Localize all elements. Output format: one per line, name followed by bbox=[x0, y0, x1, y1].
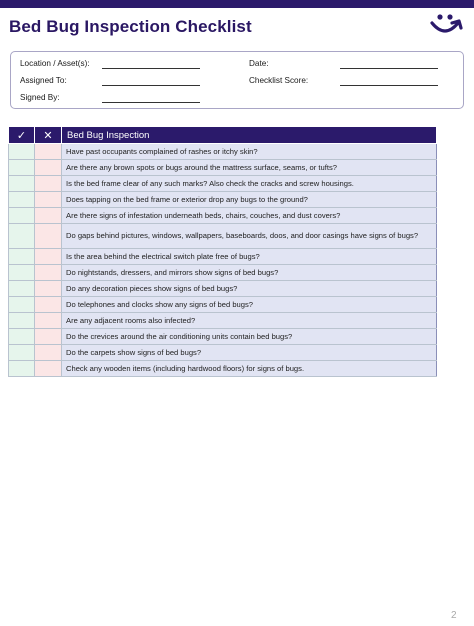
yes-checkbox[interactable] bbox=[9, 329, 35, 345]
checklist-item: Are there signs of infestation underneath beds, chairs, couches, and dust covers? bbox=[62, 208, 437, 224]
yes-checkbox[interactable] bbox=[9, 176, 35, 192]
checklist-item: Do any decoration pieces show signs of bed bugs? bbox=[62, 281, 437, 297]
checklist-item: Do telephones and clocks show any signs of bed bugs? bbox=[62, 297, 437, 313]
checklist-item: Is the bed frame clear of any such marks? Also check the cracks and screw housings. bbox=[62, 176, 437, 192]
yes-checkbox[interactable] bbox=[9, 281, 35, 297]
signed-by-label: Signed By: bbox=[20, 93, 60, 102]
checklist-item: Are there any brown spots or bugs around the mattress surface, seams, or tufts? bbox=[62, 160, 437, 176]
yes-checkbox[interactable] bbox=[9, 297, 35, 313]
checklist-item: Do the carpets show signs of bed bugs? bbox=[62, 345, 437, 361]
table-row bbox=[9, 176, 437, 192]
signed-by-field[interactable] bbox=[102, 102, 200, 103]
checklist-item: Do gaps behind pictures, windows, wallpapers, baseboards, doos, and door casings have signs of bugs? bbox=[62, 224, 437, 249]
checklist-item: Is the area behind the electrical switch plate free of bugs? bbox=[62, 249, 437, 265]
no-checkbox[interactable] bbox=[35, 160, 62, 176]
date-field[interactable] bbox=[340, 68, 438, 69]
table-row bbox=[9, 208, 437, 224]
table-row bbox=[9, 160, 437, 176]
table-row bbox=[9, 361, 437, 377]
table-row bbox=[9, 345, 437, 361]
smile-arrow-logo-icon bbox=[428, 12, 464, 38]
yes-checkbox[interactable] bbox=[9, 192, 35, 208]
date-label: Date: bbox=[249, 59, 269, 68]
assigned-to-label: Assigned To: bbox=[20, 76, 67, 85]
location-field[interactable] bbox=[102, 68, 200, 69]
yes-checkbox[interactable] bbox=[9, 224, 35, 249]
no-checkbox[interactable] bbox=[35, 224, 62, 249]
no-checkbox[interactable] bbox=[35, 297, 62, 313]
page-title: Bed Bug Inspection Checklist bbox=[9, 17, 252, 36]
checklist-table bbox=[8, 126, 437, 377]
no-checkbox[interactable] bbox=[35, 345, 62, 361]
location-label: Location / Asset(s): bbox=[20, 59, 90, 68]
checklist-item: Does tapping on the bed frame or exterior drop any bugs to the ground? bbox=[62, 192, 437, 208]
assigned-to-field[interactable] bbox=[102, 85, 200, 86]
table-row bbox=[9, 297, 437, 313]
no-checkbox[interactable] bbox=[35, 192, 62, 208]
yes-checkbox[interactable] bbox=[9, 361, 35, 377]
table-row bbox=[9, 224, 437, 249]
page-number: 2 bbox=[451, 610, 457, 621]
inspection-info-box bbox=[10, 51, 464, 109]
table-row bbox=[9, 192, 437, 208]
table-row bbox=[9, 329, 437, 345]
table-row bbox=[9, 313, 437, 329]
no-checkbox[interactable] bbox=[35, 249, 62, 265]
table-row bbox=[9, 249, 437, 265]
no-checkbox[interactable] bbox=[35, 281, 62, 297]
no-checkbox[interactable] bbox=[35, 144, 62, 160]
top-accent-bar bbox=[0, 0, 474, 8]
checklist-item: Have past occupants complained of rashes or itchy skin? bbox=[62, 144, 437, 160]
no-checkbox[interactable] bbox=[35, 265, 62, 281]
table-row bbox=[9, 281, 437, 297]
checklist-item: Do nightstands, dressers, and mirrors show signs of bed bugs? bbox=[62, 265, 437, 281]
yes-checkbox[interactable] bbox=[9, 265, 35, 281]
section-header: Bed Bug Inspection bbox=[62, 127, 437, 144]
cross-column-header: ✕ bbox=[35, 127, 62, 144]
no-checkbox[interactable] bbox=[35, 208, 62, 224]
no-checkbox[interactable] bbox=[35, 313, 62, 329]
yes-checkbox[interactable] bbox=[9, 313, 35, 329]
yes-checkbox[interactable] bbox=[9, 208, 35, 224]
no-checkbox[interactable] bbox=[35, 361, 62, 377]
yes-checkbox[interactable] bbox=[9, 345, 35, 361]
checklist-score-label: Checklist Score: bbox=[249, 76, 309, 85]
yes-checkbox[interactable] bbox=[9, 160, 35, 176]
table-row bbox=[9, 265, 437, 281]
checklist-item: Check any wooden items (including hardwood floors) for signs of bugs. bbox=[62, 361, 437, 377]
no-checkbox[interactable] bbox=[35, 176, 62, 192]
yes-checkbox[interactable] bbox=[9, 249, 35, 265]
checklist-item: Do the crevices around the air conditioning units contain bed bugs? bbox=[62, 329, 437, 345]
checklist-item: Are any adjacent rooms also infected? bbox=[62, 313, 437, 329]
table-row bbox=[9, 144, 437, 160]
yes-checkbox[interactable] bbox=[9, 144, 35, 160]
no-checkbox[interactable] bbox=[35, 329, 62, 345]
check-column-header: ✓ bbox=[9, 127, 35, 144]
checklist-score-field[interactable] bbox=[340, 85, 438, 86]
